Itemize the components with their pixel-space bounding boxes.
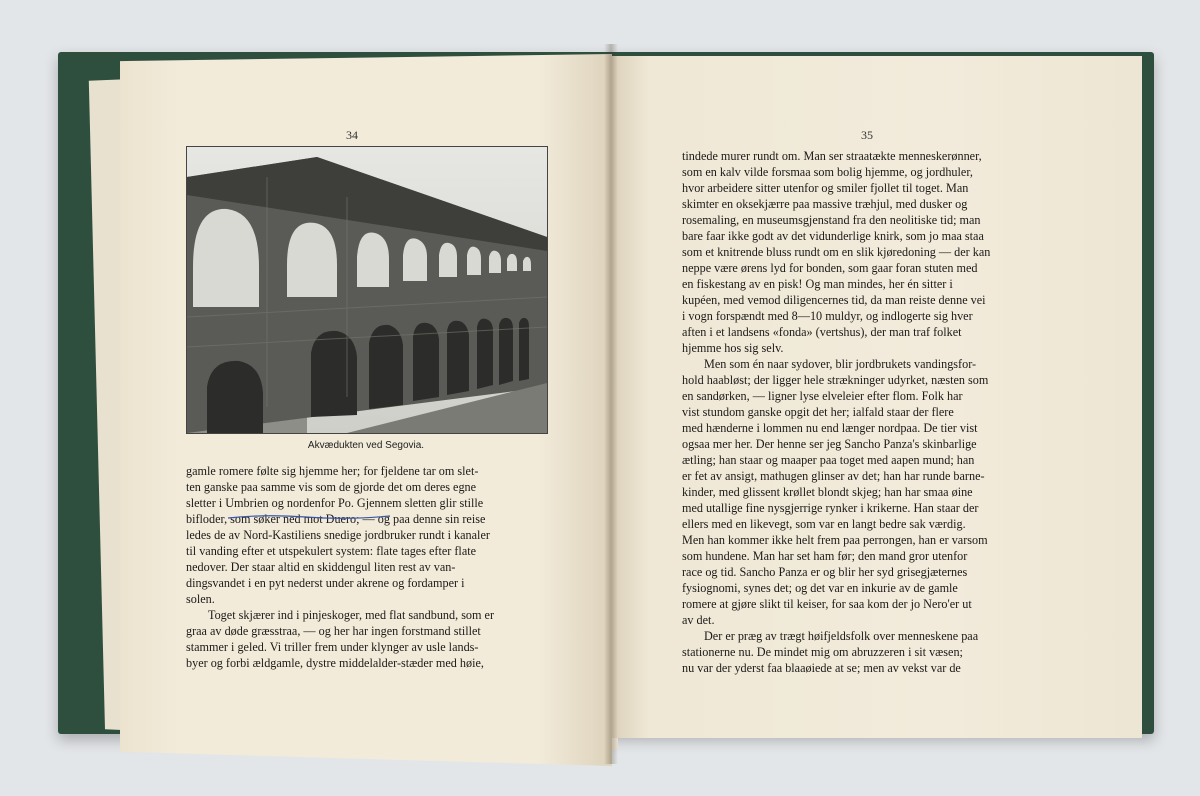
text-line: hvor arbeidere sitter utenfor og smiler fjollet til toget. Man	[682, 181, 969, 195]
text-line: ledes de av Nord-Kastiliens snedige jordbruker rundt i kanaler	[186, 528, 490, 542]
text-line: neppe være ørens lyd for bonden, som gaar foran stuten med	[682, 261, 978, 275]
text-line: byer og forbi ældgamle, dystre middelalder-stæder med høie,	[186, 656, 484, 670]
text-line: bare faar ikke godt av det vidunderlige knirk, som jo maa staa	[682, 229, 984, 243]
text-line: ten ganske paa samme vis som de gjorde det om deres egne	[186, 480, 477, 494]
text-line: en sandørken, — ligner lyse elveleier efter flom. Folk har	[682, 389, 963, 403]
book-gutter	[604, 44, 618, 764]
text-line: hold haabløst; der ligger hele strækninger udyrket, næsten som	[682, 373, 989, 387]
text-line: Toget skjærer ind i pinjeskoger, med flat sandbund, som er	[208, 608, 495, 622]
aqueduct-photo	[186, 146, 548, 434]
text-line: stammer i geled. Vi triller frem under klynger av usle lands-	[186, 640, 479, 654]
text-line: ellers med en likevegt, som var en langt bedre sak værdig.	[682, 517, 966, 531]
left-page-text	[186, 463, 558, 671]
text-line: tindede murer rundt om. Man ser straatækte menneskerønner,	[682, 149, 982, 163]
text-line: av det.	[682, 613, 715, 627]
text-line: romere at gjøre slikt til keiser, for saa kom der jo Nero'er ut	[682, 597, 972, 611]
text-line: nedover. Der staar altid en skiddengul liten rest av van-	[186, 560, 456, 574]
text-line: vist stundom ganske opgit det her; ialfald staar der flere	[682, 405, 954, 419]
text-line: sletter i Umbrien og nordenfor Po. Gjennem sletten glir stille	[186, 496, 484, 510]
text-line: race og tid. Sancho Panza er og blir her syd grisegjæternes	[682, 565, 968, 579]
text-line: en fiskestang av en pisk! Og man mindes, her én sitter i	[682, 277, 953, 291]
text-line: som hundene. Man har set ham før; den mand gror utenfor	[682, 549, 968, 563]
text-line: som en kalv vilde forsmaa som bolig hjemme, og jordhuler,	[682, 165, 973, 179]
text-line: i vogn forspændt med 8—10 muldyr, og indlogerte sig hver	[682, 309, 973, 323]
text-line: fysiognomi, synes det; og det var en inkurie av de gamle	[682, 581, 958, 595]
text-line: aften i et landsens «fonda» (vertshus), der man traf folket	[682, 325, 962, 339]
text-line: kupéen, med vemod diligencernes tid, da man reiste denne vei	[682, 293, 986, 307]
text-line: er fet av ansigt, mathugen glinser av det; han har runde barne-	[682, 469, 985, 483]
text-line: solen.	[186, 592, 215, 606]
text-line: rosemaling, en museumsgjenstand fra den neolitiske tid; man	[682, 213, 981, 227]
text-line: skimter en oksekjærre paa massive træhjul, med dusker og	[682, 197, 968, 211]
text-line: Men han kommer ikke helt frem paa perrongen, han er varsom	[682, 533, 988, 547]
photo-caption: Akvædukten ved Segovia.	[307, 440, 425, 451]
text-line: stationerne nu. De mindet mig om abruzzeren i sit væsen;	[682, 645, 963, 659]
pen-underline-mark	[226, 512, 392, 522]
text-line: Der er præg av trægt høifjeldsfolk over menneskene paa	[704, 629, 979, 643]
text-line: nu var der yderst faa blaaøiede at se; men av vekst var de	[682, 661, 961, 675]
text-line: til vanding efter et utspekulert system: flate tages efter flate	[186, 544, 477, 558]
text-line: gamle romere følte sig hjemme her; for fjeldene tar om slet-	[186, 464, 479, 478]
text-line: Men som én naar sydover, blir jordbrukets vandingsfor-	[704, 357, 977, 371]
text-line: som et knitrende bluss rundt om en slik kjøredoning — der kan	[682, 245, 991, 259]
text-line: med utallige fine nysgjerrige rynker i krikerne. Han staar der	[682, 501, 979, 515]
text-line: dingsvandet i en pyt nederst under akrene og fordamper i	[186, 576, 465, 590]
text-line: graa av døde græsstraa, — og her har ingen forstmand stillet	[186, 624, 481, 638]
right-page-number: 35	[861, 128, 873, 142]
text-line: hjemme hos sig selv.	[682, 341, 784, 355]
text-line: med hænderne i lommen nu end længer nordpaa. De tier vist	[682, 421, 978, 435]
left-page-number: 34	[346, 128, 358, 142]
text-line: ætling; han staar og maaper paa toget med aapen mund; han	[682, 453, 975, 467]
right-page-text	[682, 148, 1060, 676]
text-line: bifloder, som søker ned mot Duero; — og paa denne sin reise	[186, 512, 486, 526]
text-line: ogsaa mer her. Der henne ser jeg Sancho Panza's skinbarlige	[682, 437, 977, 451]
text-line: kinder, med glissent krøllet blondt skjeg; han har smaa øine	[682, 485, 973, 499]
